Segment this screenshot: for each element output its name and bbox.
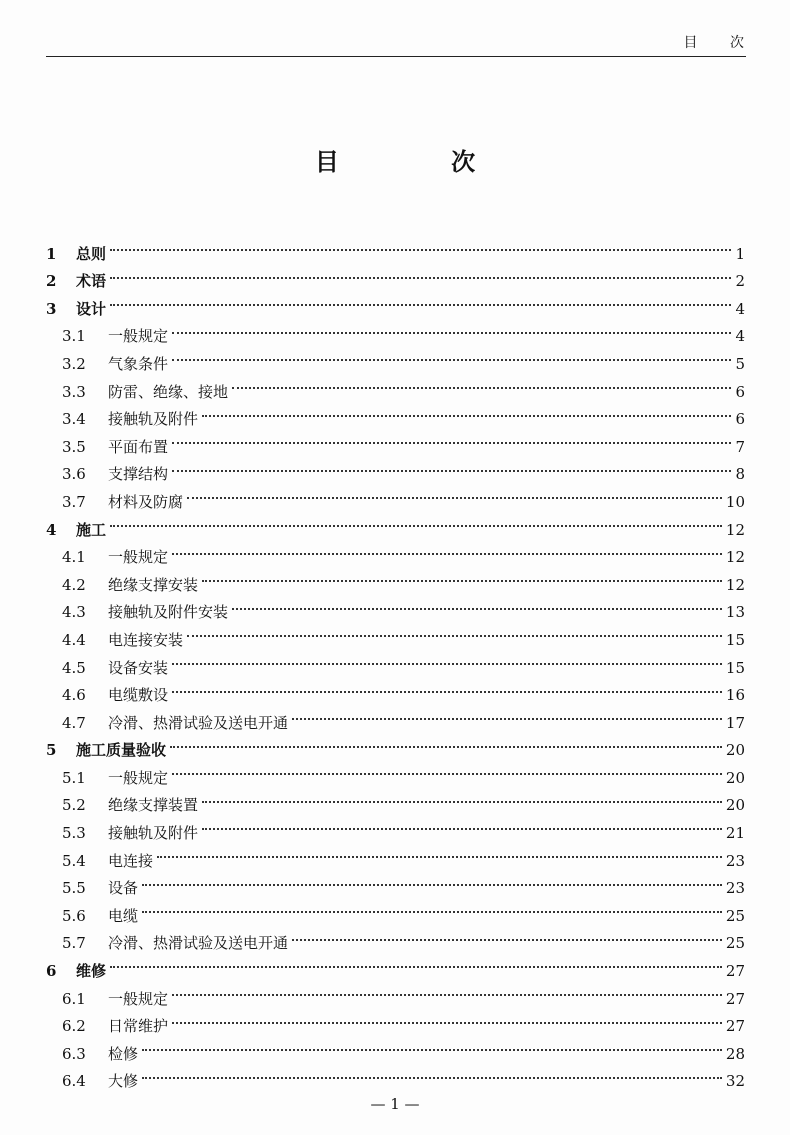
toc-entry-page: 32 (725, 1072, 745, 1091)
toc-dot-leader (110, 948, 722, 976)
toc-entry-title: 一般规定 (108, 768, 169, 787)
running-head-title: 目 次 (683, 35, 758, 51)
toc-entry-number: 5.3 (62, 824, 86, 843)
toc-entry-number: 3.5 (62, 437, 86, 456)
toc-entry-title: 设备安装 (108, 658, 169, 677)
toc-dot-leader (172, 424, 731, 452)
toc-dot-leader (110, 231, 731, 259)
toc-entry-title: 施工质量验收 (76, 741, 167, 760)
toc-dot-leader (110, 259, 731, 287)
toc-entry-page: 28 (725, 1044, 745, 1063)
toc-entry-page: 20 (725, 768, 745, 787)
toc-entry-title: 接触轨及附件安装 (108, 603, 229, 622)
toc-entry-number: 5.6 (62, 906, 86, 925)
toc-dot-leader (292, 700, 722, 728)
toc-entry-page: 10 (725, 492, 745, 511)
toc-section-entry[interactable] (46, 976, 745, 1008)
toc-entry-page: 4 (735, 327, 745, 346)
toc-entry-number: 4.2 (62, 575, 86, 594)
toc-dot-leader (292, 921, 722, 949)
toc-dot-leader (187, 479, 722, 507)
toc-entry-number: 3.6 (62, 465, 86, 484)
toc-dot-leader (202, 562, 722, 590)
toc-entry-page: 21 (725, 824, 745, 843)
toc-entry-number: 3.1 (62, 327, 86, 346)
toc-entry-title: 接触轨及附件 (108, 824, 199, 843)
toc-entry-title: 维修 (76, 962, 107, 981)
toc-entry-page: 5 (735, 354, 745, 373)
toc-entry-title: 冷滑、热滑试验及送电开通 (108, 934, 289, 953)
toc-entry-number: 4.1 (62, 548, 86, 567)
toc-dot-leader (110, 507, 722, 535)
toc-entry-number: 5.2 (62, 796, 86, 815)
toc-entry-page: 12 (725, 575, 745, 594)
toc-chapter-entry[interactable] (46, 948, 745, 981)
toc-dot-leader (172, 535, 722, 563)
toc-section-entry[interactable] (46, 314, 745, 346)
toc-chapter-entry[interactable] (46, 286, 745, 318)
toc-entry-title: 一般规定 (108, 989, 169, 1008)
page-folio: — 1 — (370, 1095, 420, 1113)
toc-dot-leader (172, 1004, 722, 1032)
toc-section-entry[interactable] (46, 866, 745, 898)
toc-dot-leader (232, 369, 731, 397)
toc-entry-number: 6.3 (62, 1044, 86, 1063)
toc-entry-page: 27 (725, 989, 745, 1008)
toc-entry-page: 4 (735, 299, 745, 318)
toc-section-entry[interactable] (46, 1031, 745, 1063)
toc-entry-number: 4.5 (62, 658, 86, 677)
toc-chapter-entry[interactable] (46, 231, 745, 263)
toc-entry-title: 气象条件 (108, 354, 169, 373)
toc-entry-title: 电连接安装 (108, 630, 184, 649)
toc-section-entry[interactable] (46, 1059, 745, 1091)
toc-entry-number: 4.6 (62, 686, 86, 705)
toc-entry-page: 6 (735, 410, 745, 429)
toc-entry-page: 16 (725, 686, 745, 705)
toc-entry-title: 设备 (108, 879, 139, 898)
toc-entry-page: 17 (725, 713, 745, 732)
toc-dot-leader (172, 673, 722, 701)
toc-entry-page: 12 (725, 548, 745, 567)
toc-entry-number: 3.2 (62, 354, 86, 373)
toc-dot-leader (142, 1031, 722, 1059)
toc-dot-leader (172, 452, 731, 480)
toc-dot-leader (142, 893, 722, 921)
toc-entry-number: 3.7 (62, 492, 86, 511)
toc-entry-page: 8 (735, 465, 745, 484)
toc-entry-page: 7 (735, 437, 745, 456)
toc-entry-title: 支撑结构 (108, 465, 169, 484)
toc-entry-number: 3.4 (62, 410, 86, 429)
toc-entry-number: 3.3 (62, 382, 86, 401)
toc-entry-number: 5.4 (62, 851, 86, 870)
toc-entry-page: 15 (725, 658, 745, 677)
toc-dot-leader (172, 314, 731, 342)
toc-entry-number: 5.7 (62, 934, 86, 953)
toc-entry-page: 27 (725, 1017, 745, 1036)
toc-entry-title: 平面布置 (108, 437, 169, 456)
toc-entry-page: 2 (735, 272, 745, 291)
toc-entry-page: 27 (725, 962, 745, 981)
toc-dot-leader (142, 1059, 722, 1087)
toc-entry-number: 6.4 (62, 1072, 86, 1091)
toc-dot-leader (202, 810, 722, 838)
toc-entry-page: 20 (725, 796, 745, 815)
toc-entry-number: 6.1 (62, 989, 86, 1008)
toc-entry-title: 大修 (108, 1072, 139, 1091)
toc-dot-leader (170, 728, 722, 756)
toc-dot-leader (202, 783, 722, 811)
toc-entry-title: 设计 (76, 299, 107, 318)
toc-entry-number: 5.5 (62, 879, 86, 898)
toc-entry-number: 4.7 (62, 713, 86, 732)
toc-entry-title: 施工 (76, 520, 107, 539)
toc-section-entry[interactable] (46, 535, 745, 567)
header-rule (46, 56, 746, 57)
toc-entry-page: 1 (735, 244, 745, 263)
toc-entry-number: 3 (46, 299, 57, 318)
toc-entry-title: 日常维护 (108, 1017, 169, 1036)
toc-entry-title: 电连接 (108, 851, 154, 870)
toc-entry-title: 接触轨及附件 (108, 410, 199, 429)
toc-entry-title: 绝缘支撑安装 (108, 575, 199, 594)
table-of-contents (46, 231, 745, 1091)
toc-entry-number: 1 (46, 244, 57, 263)
toc-entry-number: 4.3 (62, 603, 86, 622)
toc-entry-title: 一般规定 (108, 327, 169, 346)
toc-dot-leader (172, 755, 722, 783)
toc-entry-title: 冷滑、热滑试验及送电开通 (108, 713, 289, 732)
toc-dot-leader (110, 286, 731, 314)
toc-section-entry[interactable] (46, 921, 745, 953)
toc-entry-number: 5 (46, 741, 57, 760)
toc-dot-leader (172, 976, 722, 1004)
toc-dot-leader (157, 838, 722, 866)
toc-entry-number: 6.2 (62, 1017, 86, 1036)
toc-entry-number: 6 (46, 962, 57, 981)
toc-entry-number: 5.1 (62, 768, 86, 787)
toc-entry-page: 6 (735, 382, 745, 401)
toc-entry-number: 2 (46, 272, 57, 291)
toc-section-entry[interactable] (46, 893, 745, 925)
toc-entry-title: 电缆 (108, 906, 139, 925)
toc-dot-leader (172, 341, 731, 369)
toc-entry-page: 25 (725, 906, 745, 925)
toc-entry-title: 检修 (108, 1044, 139, 1063)
toc-entry-page: 15 (725, 630, 745, 649)
toc-dot-leader (172, 645, 722, 673)
toc-entry-page: 12 (725, 520, 745, 539)
toc-entry-number: 4.4 (62, 630, 86, 649)
toc-entry-title: 一般规定 (108, 548, 169, 567)
toc-chapter-entry[interactable] (46, 507, 745, 539)
toc-dot-leader (187, 617, 722, 645)
toc-dot-leader (232, 590, 722, 618)
toc-entry-title: 防雷、绝缘、接地 (108, 382, 229, 401)
toc-dot-leader (142, 866, 722, 894)
toc-dot-leader (202, 397, 731, 425)
toc-entry-title: 术语 (76, 272, 107, 291)
toc-entry-page: 13 (725, 603, 745, 622)
toc-entry-title: 总则 (76, 244, 107, 263)
toc-chapter-entry[interactable] (46, 259, 745, 291)
toc-entry-title: 材料及防腐 (108, 492, 184, 511)
toc-entry-page: 25 (725, 934, 745, 953)
toc-entry-page: 23 (725, 879, 745, 898)
toc-entry-page: 20 (725, 741, 745, 760)
toc-entry-number: 4 (46, 520, 57, 539)
toc-entry-page: 23 (725, 851, 745, 870)
page-title: 目 次 (314, 148, 528, 176)
toc-entry-title: 绝缘支撑装置 (108, 796, 199, 815)
toc-entry-title: 电缆敷设 (108, 686, 169, 705)
